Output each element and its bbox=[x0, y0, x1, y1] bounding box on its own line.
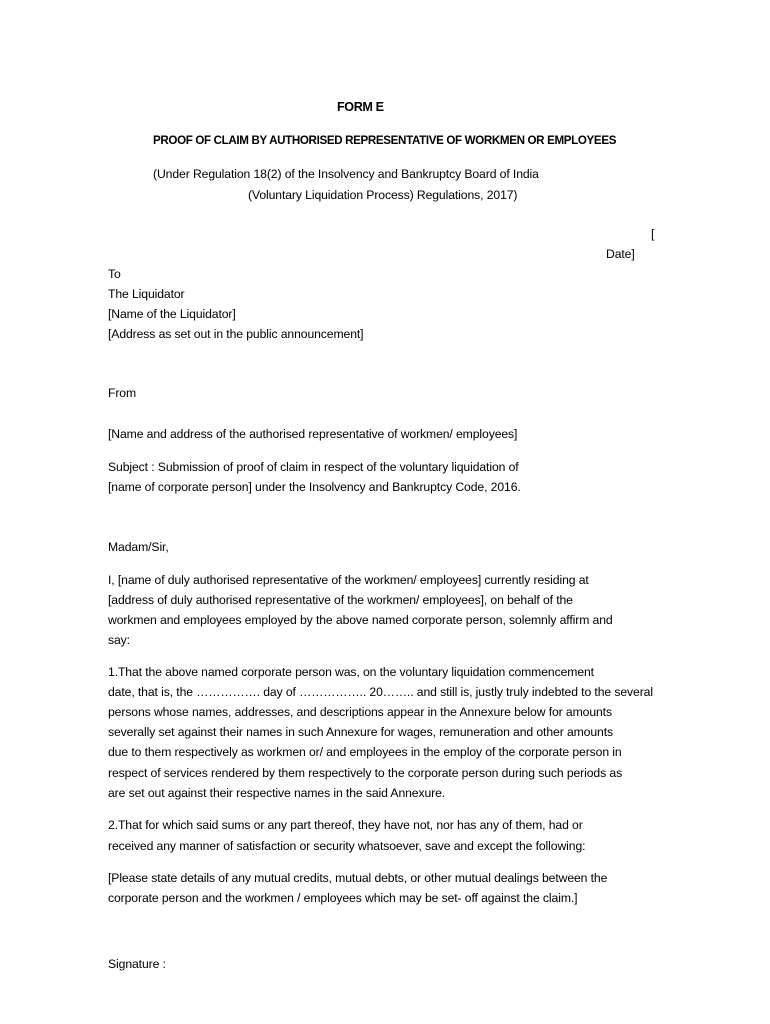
addressee-name: [Name of the Liquidator] bbox=[108, 307, 236, 321]
subject-line-1: Subject : Submission of proof of claim in respect of the voluntary liquidation of bbox=[108, 460, 519, 474]
para1-line-3: persons whose names, addresses, and descriptions appear in the Annexure below for amounts bbox=[108, 705, 612, 719]
para3-line-2: corporate person and the workmen / employees which may be set- off against the claim.] bbox=[108, 891, 578, 905]
addressee-liquidator: The Liquidator bbox=[108, 287, 185, 301]
sender-name-address: [Name and address of the authorised representative of workmen/ employees] bbox=[108, 427, 518, 441]
intro-line-3: workmen and employees employed by the above named corporate person, solemnly affirm and bbox=[108, 613, 613, 627]
para1-line-1: 1.That the above named corporate person was, on the voluntary liquidation commencement bbox=[108, 665, 594, 679]
para2-line-1: 2.That for which said sums or any part thereof, they have not, nor has any of them, had or bbox=[108, 818, 583, 832]
intro-line-1: I, [name of duly authorised representative of the workmen/ employees] currently residing at bbox=[108, 573, 589, 587]
form-heading: PROOF OF CLAIM BY AUTHORISED REPRESENTATIVE OF WORKMEN OR EMPLOYEES bbox=[153, 134, 617, 147]
para3-line-1: [Please state details of any mutual credits, mutual debts, or other mutual dealings between the bbox=[108, 871, 608, 885]
para1-line-4: severally set against their names in such Annexure for wages, remuneration and other amounts bbox=[108, 725, 613, 739]
para1-line-6: respect of services rendered by them respectively to the corporate person during such periods as bbox=[108, 766, 623, 780]
para2-line-2: received any manner of satisfaction or security whatsoever, save and except the following: bbox=[108, 839, 586, 853]
intro-line-2: [address of duly authorised representative of the workmen/ employees], on behalf of the bbox=[108, 593, 573, 607]
sender-from: From bbox=[108, 386, 137, 400]
signature-label: Signature : bbox=[108, 957, 166, 971]
salutation: Madam/Sir, bbox=[108, 540, 169, 554]
para1-line-2: date, that is, the ……………. day of …………….. 20…….. and still is, justly truly indebted to the several bbox=[108, 685, 653, 699]
intro-line-4: say: bbox=[108, 633, 130, 647]
date-label: Date] bbox=[606, 247, 635, 261]
subject-line-2: [name of corporate person] under the Insolvency and Bankruptcy Code, 2016. bbox=[108, 480, 521, 494]
addressee-address: [Address as set out in the public announcement] bbox=[108, 327, 364, 341]
regulation-line-1: (Under Regulation 18(2) of the Insolvency and Bankruptcy Board of India bbox=[153, 167, 539, 181]
para1-line-7: are set out against their respective names in the said Annexure. bbox=[108, 786, 446, 800]
addressee-to: To bbox=[108, 267, 121, 281]
form-title: FORM E bbox=[337, 100, 384, 114]
regulation-line-2: (Voluntary Liquidation Process) Regulations, 2017) bbox=[248, 188, 518, 202]
para1-line-5: due to them respectively as workmen or/ and employees in the employ of the corporate person in bbox=[108, 745, 622, 759]
date-bracket-open: [ bbox=[651, 227, 655, 241]
